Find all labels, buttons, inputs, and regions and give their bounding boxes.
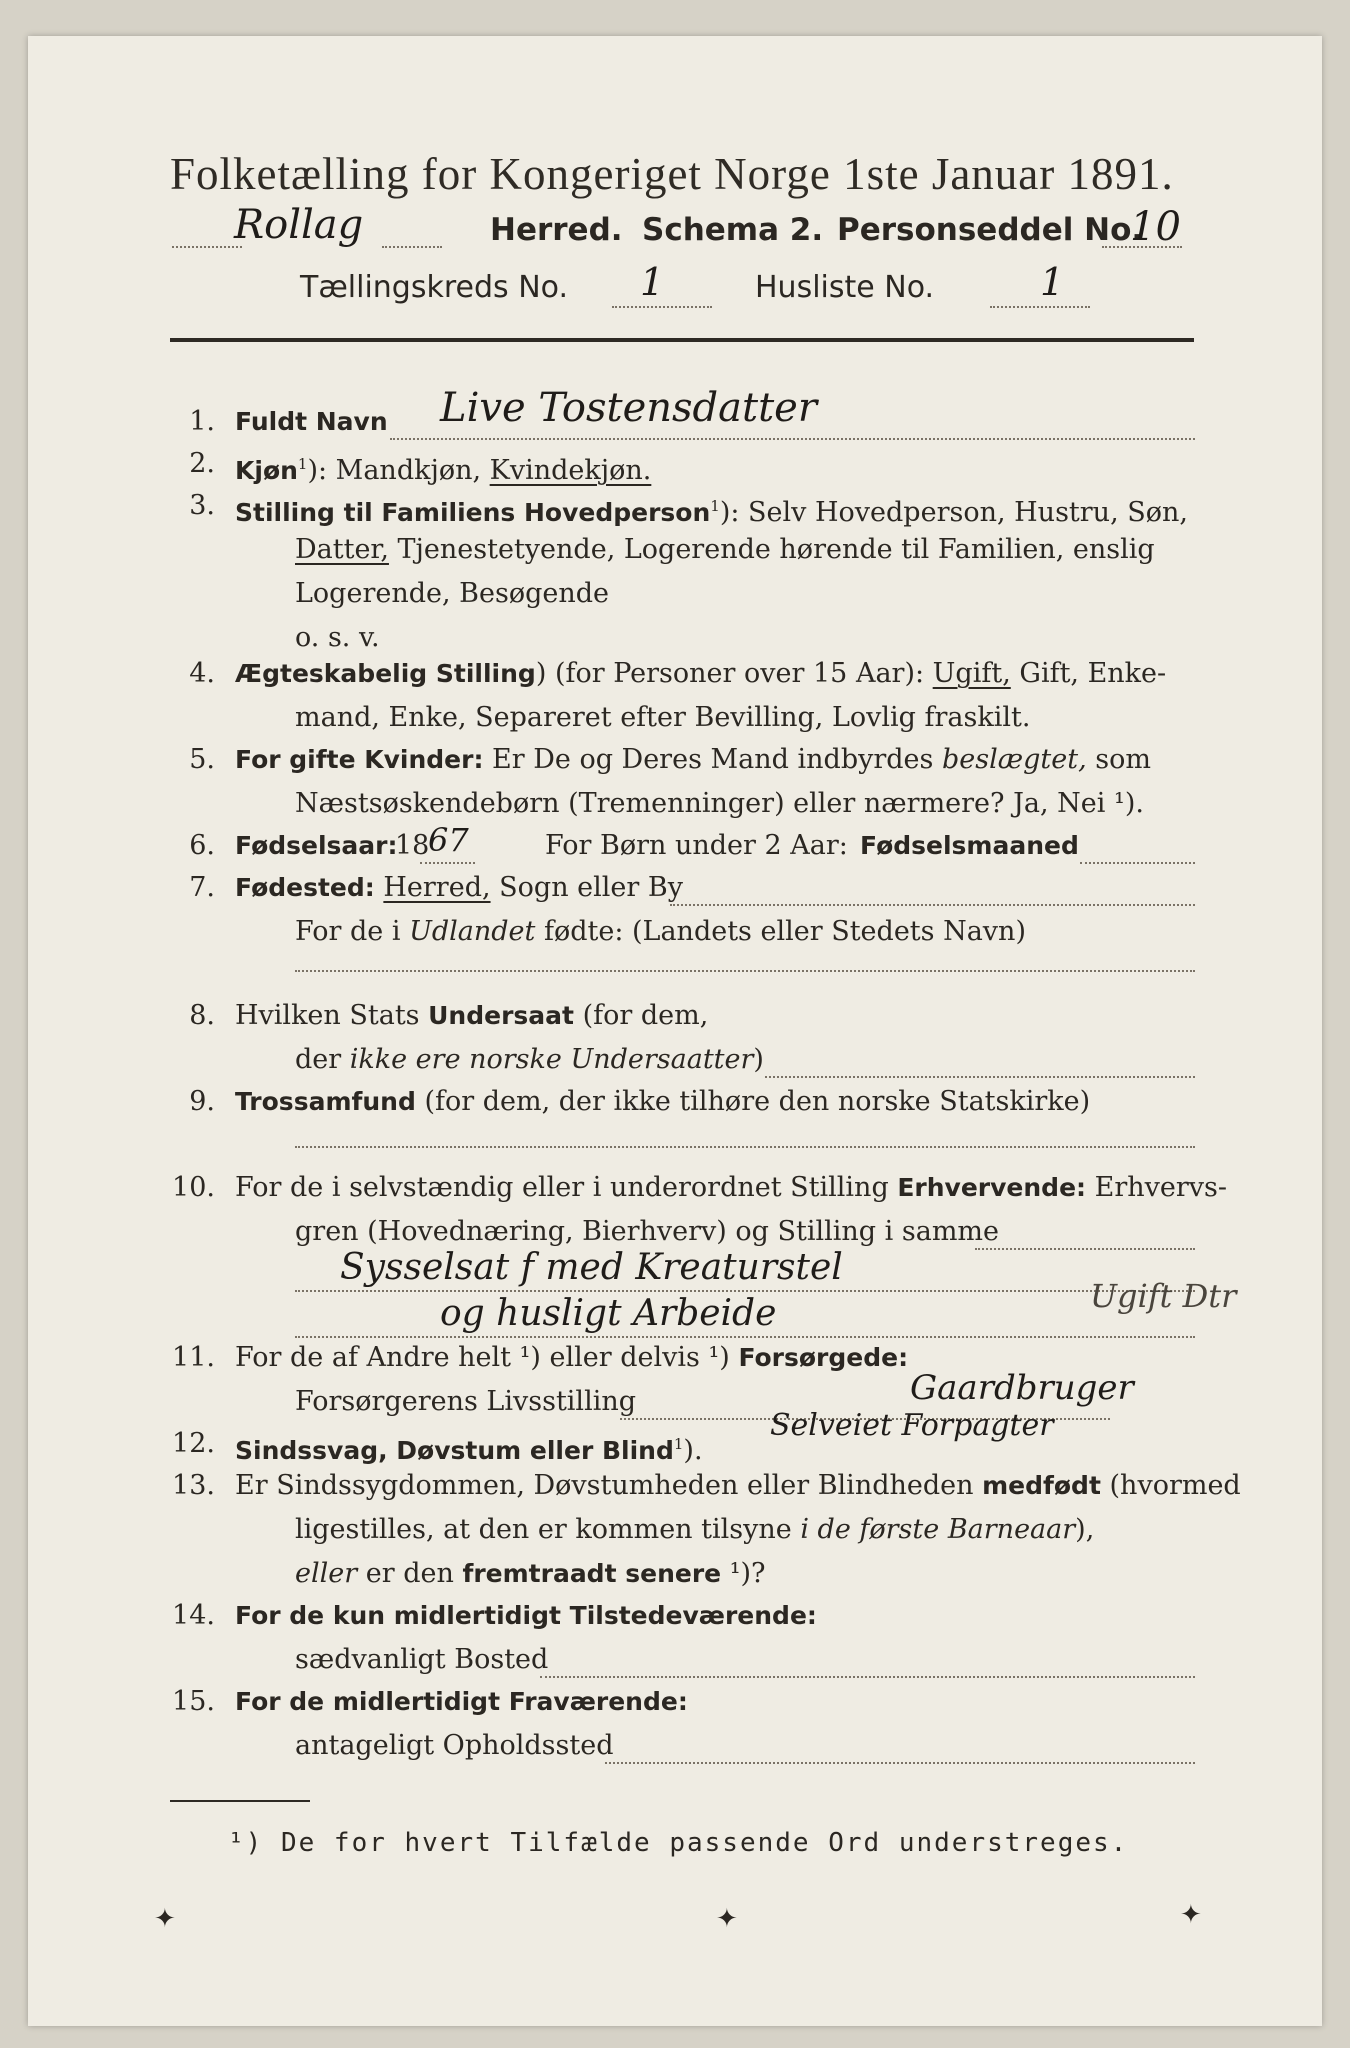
question-label: Erhvervende: — [897, 1173, 1087, 1202]
question-text: ligestilles, at den er kommen tilsyne — [295, 1514, 792, 1545]
personseddel-value: 10 — [1130, 204, 1181, 250]
question-label: For de midlertidigt Fraværende: — [235, 1687, 688, 1716]
question-text: mand, Enke, Separeret efter Bevilling, Lovlig fraskilt. — [295, 702, 1031, 733]
question-label: Kjøn — [235, 456, 298, 485]
question-text: Logerende, Besøgende — [295, 578, 609, 609]
question-text: For de af Andre helt ¹) eller delvis ¹) — [235, 1342, 730, 1373]
occupation-answer-line2: og husligt Arbeide — [440, 1293, 777, 1334]
question-text: Næstsøskendebørn (Tremenninger) eller nærmere? Ja, Nei ¹). — [295, 788, 1144, 819]
margin-note: Ugift Dtr — [1090, 1277, 1237, 1315]
selected-option: Herred, — [383, 872, 491, 903]
taellingskreds-value: 1 — [640, 260, 665, 304]
question-text: antageligt Opholdssted — [295, 1730, 614, 1761]
herred-value: Rollag — [234, 202, 364, 248]
registration-mark-icon: ✦ — [1180, 1900, 1202, 1930]
question-text: o. s. v. — [295, 622, 380, 653]
question-text: ): Selv Hovedperson, Hustru, Søn, — [719, 497, 1188, 528]
footnote-mark: 1 — [673, 1435, 684, 1453]
question-number: 3. — [189, 490, 215, 521]
question-text: Er De og Deres Mand indbyrdes — [492, 744, 934, 775]
question-text: i de første Barneaar — [800, 1514, 1076, 1545]
question-text: gren (Hovednæring, Bierhverv) og Stilling i samme — [295, 1216, 1000, 1247]
question-number: 9. — [189, 1086, 215, 1117]
dot-leader — [172, 246, 242, 248]
full-name-answer: Live Tostensdatter — [440, 385, 817, 431]
question-label: For gifte Kvinder: — [235, 745, 484, 774]
question-label: medfødt — [982, 1471, 1101, 1500]
dot-leader — [605, 1762, 1195, 1764]
dot-leader — [670, 904, 1195, 906]
question-text: Tjenestetyende, Logerende hørende til Familien, enslig — [397, 534, 1155, 565]
question-label: Trossamfund — [235, 1087, 416, 1116]
dot-leader — [295, 1146, 1195, 1148]
question-text: Forsørgerens Livsstilling — [295, 1386, 637, 1417]
question-number: 12. — [172, 1428, 215, 1459]
question-label: Fødested: — [235, 873, 375, 902]
question-number: 14. — [172, 1600, 215, 1631]
question-text: eller — [295, 1558, 358, 1589]
footnote: ¹) De for hvert Tilfælde passende Ord understreges. — [228, 1828, 1129, 1858]
question-text: er den — [365, 1558, 454, 1589]
question-text: ¹)? — [729, 1558, 766, 1589]
dot-leader — [382, 246, 442, 248]
question-text: Er Sindssygdommen, Døvstumheden eller Blindheden — [235, 1470, 974, 1501]
header-divider — [170, 338, 1194, 342]
question-number: 10. — [172, 1172, 215, 1203]
question-text: beslægtet, — [941, 744, 1087, 775]
question-label: Fødselsaar: — [235, 831, 398, 860]
selected-option: Ugift, — [932, 658, 1011, 689]
footnote-rule — [170, 1800, 310, 1802]
handwritten-answer: Selveiet Forpagter — [770, 1408, 1054, 1443]
question-number: 15. — [172, 1686, 215, 1717]
question-text: (hvormed — [1109, 1470, 1241, 1501]
provider-occupation-answer: Gaardbruger — [910, 1368, 1134, 1408]
question-text: Sogn eller By — [499, 872, 683, 903]
question-label: Forsørgede: — [738, 1343, 909, 1372]
question-text: Udlandet — [409, 916, 536, 947]
question-text: som — [1095, 744, 1151, 775]
question-number: 11. — [172, 1342, 215, 1373]
registration-mark-icon: ✦ — [716, 1904, 738, 1934]
question-label: Sindssvag, Døvstum eller Blind — [235, 1436, 674, 1465]
herred-label: Herred. — [490, 212, 623, 248]
question-text: For de i selvstændig eller i underordnet Stilling — [235, 1172, 889, 1203]
question-label: fremtraadt senere — [462, 1559, 722, 1588]
schema-label: Schema 2. — [642, 212, 824, 248]
question-text: ), — [1075, 1514, 1095, 1545]
dot-leader — [390, 438, 1195, 440]
question-label: Fødselsmaaned — [860, 831, 1079, 860]
question-number: 2. — [189, 448, 215, 479]
question-text: Erhvervs- — [1094, 1172, 1228, 1203]
question-text: Hvilken Stats — [235, 1000, 420, 1031]
question-number: 4. — [189, 658, 215, 689]
question-text: Gift, Enke- — [1019, 658, 1167, 689]
question-label: For de kun midlertidigt Tilstedeværende: — [235, 1601, 817, 1630]
dot-leader — [420, 862, 475, 864]
dot-leader — [612, 306, 712, 308]
question-text: (for dem, der ikke tilhøre den norske Statskirke) — [424, 1086, 1091, 1117]
question-number: 6. — [189, 830, 215, 861]
question-label: Undersaat — [428, 1001, 574, 1030]
dot-leader — [540, 1676, 1195, 1678]
question-number: 8. — [189, 1000, 215, 1031]
husliste-label: Husliste No. — [755, 270, 935, 305]
footnote-mark: 1 — [710, 497, 720, 515]
question-text: (for dem, — [582, 1000, 709, 1031]
husliste-value: 1 — [1040, 260, 1065, 304]
form-title: Folketælling for Kongeriget Norge 1ste Januar 1891. — [170, 149, 1174, 199]
dot-leader — [990, 306, 1090, 308]
question-text: ): Mandkjøn, — [307, 455, 482, 486]
question-label: Fuldt Navn — [235, 407, 388, 436]
dot-leader — [975, 1248, 1195, 1250]
footnote-mark: 1 — [297, 455, 308, 473]
question-number: 5. — [189, 744, 215, 775]
question-text: fødte: (Landets eller Stedets Navn) — [543, 916, 1026, 947]
dot-leader — [295, 970, 1195, 972]
question-text: For Børn under 2 Aar: — [545, 830, 848, 861]
question-text: ) — [753, 1044, 764, 1075]
question-number: 7. — [189, 872, 215, 903]
selected-option: Datter, — [295, 534, 389, 565]
question-number: 13. — [172, 1470, 215, 1501]
question-text: ) (for Personer over 15 Aar): — [535, 658, 925, 689]
question-number: 1. — [189, 406, 215, 437]
question-label: Ægteskabelig Stilling — [235, 659, 536, 688]
personseddel-label: Personseddel No. — [837, 212, 1144, 248]
dot-leader — [1102, 246, 1182, 248]
year-prefix: 18 — [395, 830, 430, 861]
question-text: For de i — [295, 916, 401, 947]
birth-year-answer: 67 — [428, 821, 469, 859]
question-label: Stilling til Familiens Hovedperson — [235, 498, 711, 527]
dot-leader — [765, 1076, 1195, 1078]
question-text: der — [295, 1044, 342, 1075]
question-text: ikke ere norske Undersaatter — [349, 1044, 754, 1075]
selected-option: Kvindekjøn. — [489, 455, 652, 486]
occupation-answer-line1: Sysselsat f med Kreaturstel — [340, 1247, 843, 1288]
registration-mark-icon: ✦ — [154, 1904, 176, 1934]
question-text: sædvanligt Bosted — [295, 1644, 549, 1675]
taellingskreds-label: Tællingskreds No. — [300, 270, 568, 305]
question-text: ). — [683, 1435, 703, 1466]
dot-leader — [1080, 862, 1195, 864]
